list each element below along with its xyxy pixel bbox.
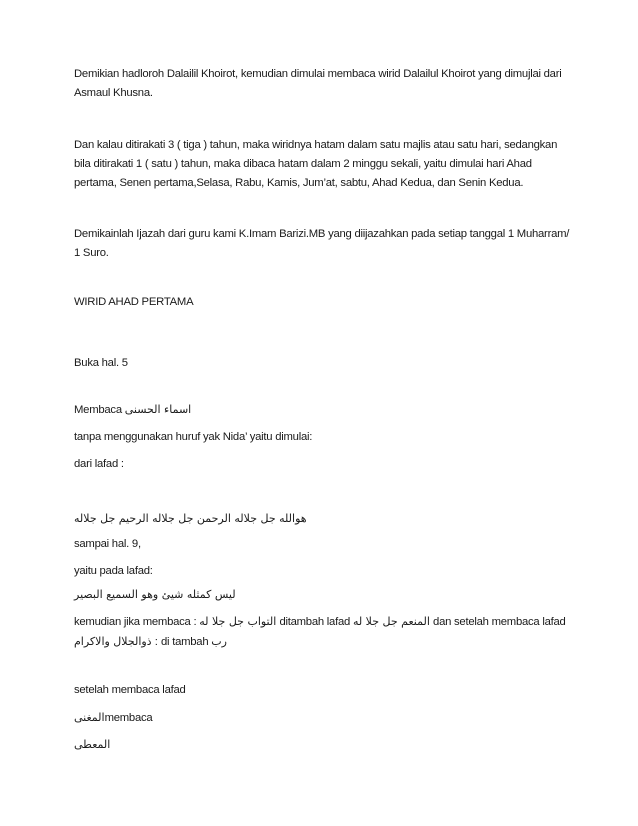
kemudian-line-2: ذوالجلال والاكرام : di tambah رب	[74, 635, 227, 648]
kemudian-paragraph	[74, 612, 574, 652]
tanpa-line: tanpa menggunakan huruf yak Nida’ yaitu dimulai:	[74, 431, 313, 443]
arabic-munim: المنعم جل جلا له	[352, 615, 430, 628]
paragraph-line: Dan kalau ditirakati 3 ( tiga ) tahun, maka wiridnya hatam dalam satu majlis atau satu hari, sedangkan	[74, 139, 558, 151]
membaca-line	[74, 400, 574, 420]
mughni-line	[74, 708, 574, 728]
setelah-line: setelah membaca lafad	[74, 684, 186, 696]
arabic-start-line	[74, 509, 574, 529]
sampai-line: sampai hal. 9,	[74, 538, 141, 550]
paragraph-ijazah	[74, 225, 574, 263]
yaitu-pada-line: yaitu pada lafad:	[74, 565, 153, 577]
paragraph-line: pertama, Senen pertama,Selasa, Rabu, Kamis, Jum’at, sabtu, Ahad Kedua, dan Senin Kedua.	[74, 177, 524, 189]
section-heading: WIRID AHAD PERTAMA	[74, 296, 194, 308]
dari-lafad-line: dari lafad :	[74, 458, 124, 470]
arabic-rabb: رب	[211, 635, 227, 648]
mughni-membaca-label: membaca	[104, 712, 153, 724]
paragraph-line: 1 Suro.	[74, 247, 109, 259]
paragraph-tirakat	[74, 136, 574, 193]
arabic-end: ليس كمثله شيئ وهو السميع البصير	[74, 588, 236, 601]
arabic-end-line	[74, 585, 574, 605]
membaca-label: Membaca	[74, 404, 122, 416]
kemudian-line-1: kemudian jika membaca : التواب جل جلا له ditambah lafad المنعم جل جلا له dan setelah membaca lafad	[74, 615, 566, 628]
arabic-asmaul-husna: اسماء الحسنى	[124, 403, 192, 416]
muthi-line	[74, 735, 574, 755]
paragraph-line: Demikian hadloroh Dalailil Khoirot, kemudian dimulai membaca wirid Dalailul Khoirot yang dimujlai dari	[74, 68, 562, 80]
paragraph-intro	[74, 65, 574, 103]
paragraph-line: Asmaul Khusna.	[74, 87, 153, 99]
arabic-start: هوالله جل جلاله الرحمن جل جلاله الرحيم جل جلاله	[74, 512, 307, 525]
paragraph-line: bila ditirakati 1 ( satu ) tahun, maka dibaca hatam dalam 2 minggu sekali, yaitu dimulai hari Ahad	[74, 158, 532, 170]
arabic-muthi: المعطى	[74, 738, 111, 751]
paragraph-line: Demikainlah Ijazah dari guru kami K.Imam Barizi.MB yang diijazahkan pada setiap tanggal 1 Muharram/	[74, 228, 570, 240]
arabic-mughni: المغنى	[74, 711, 105, 724]
arabic-tawwab: التواب جل جلا له	[199, 615, 277, 628]
buka-hal: Buka hal. 5	[74, 357, 128, 369]
arabic-dzul-jalal: ذوالجلال والاكرام	[74, 635, 152, 648]
